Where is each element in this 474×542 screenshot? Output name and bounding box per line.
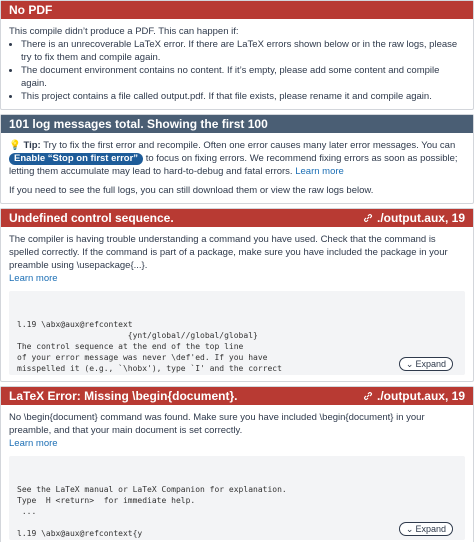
stop-on-first-error-button[interactable]: Enable “Stop on first error” [9, 153, 143, 165]
expand-button[interactable] [399, 522, 453, 536]
raw-logs-note: If you need to see the full logs, you can still download them or view the raw logs below. [9, 185, 374, 196]
log-text: See the LaTeX manual or LaTeX Companion for explanation. Type H <return> for immediate help. ... l.19 \abx@aux@refcontext{y [17, 485, 287, 538]
error-description: The compiler is having trouble understanding a command you have used. Check that the command is spelled correctly. If the command is part of a package, make sure you have included the package in your preamble using \usepackage{...}. [9, 234, 448, 271]
link-icon [363, 213, 373, 223]
log-summary-body [1, 133, 473, 203]
file-location-label: ./output.aux, 19 [376, 389, 465, 403]
list-item: • This project contains a file called output.pdf. If that file exists, please rename it and compile again. [21, 90, 465, 103]
error-body [1, 405, 473, 542]
tip-text-2: to focus on fixing errors. We recommend fixing errors as soon as possible; letting them accumulate may lead to hard-to-debug and fatal errors. [9, 153, 458, 177]
no-pdf-title: No PDF [9, 3, 53, 17]
link-icon [363, 391, 373, 401]
raw-log-excerpt [9, 291, 465, 375]
error-card [0, 208, 474, 382]
list-item: • The document environment contains no content. If it’s empty, please add some content and compile again. [21, 64, 465, 90]
no-pdf-reasons [9, 38, 465, 103]
no-pdf-body [1, 19, 473, 109]
no-pdf-card [0, 0, 474, 110]
raw-log-excerpt [9, 456, 465, 540]
tip-paragraph [9, 139, 465, 178]
learn-more-link[interactable]: Learn more [9, 438, 58, 449]
chevron-down-icon: ⌄ [405, 359, 414, 369]
file-location-link[interactable] [363, 209, 465, 227]
expand-label: Expand [415, 524, 446, 534]
log-text: l.19 \abx@aux@refcontext {ynt/global//global/global} The control sequence at the end of the top line of your error message was never \def'ed. If you have misspelled it (e.g., `\hobx'), type `I' and the correct [17, 320, 282, 373]
lightbulb-icon: 💡 [9, 140, 21, 151]
expand-label: Expand [415, 359, 446, 369]
error-header [1, 387, 473, 405]
learn-more-link[interactable]: Learn more [295, 166, 344, 177]
expand-button[interactable] [399, 357, 453, 371]
error-header [1, 209, 473, 227]
list-item: • There is an unrecoverable LaTeX error. If there are LaTeX errors shown below or in the raw logs, please try to fix them and compile again. [21, 38, 465, 64]
file-location-label: ./output.aux, 19 [376, 211, 465, 225]
tip-text: Try to fix the first error and recompile. Often one error causes many later error messages. You can [43, 140, 456, 151]
error-description: No \begin{document} command was found. Make sure you have included \begin{document} in your preamble, and that your main document is set correctly. [9, 412, 425, 436]
log-summary-card [0, 114, 474, 204]
tip-label: Tip: [23, 140, 41, 151]
chevron-down-icon: ⌄ [405, 524, 414, 534]
file-location-link[interactable] [363, 387, 465, 405]
no-pdf-intro: This compile didn’t produce a PDF. This can happen if: [9, 26, 239, 37]
error-title: Undefined control sequence. [9, 211, 174, 225]
error-body [1, 227, 473, 381]
log-summary-header [1, 115, 473, 133]
log-summary-title: 101 log messages total. Showing the first 100 [9, 117, 268, 131]
error-title: LaTeX Error: Missing \begin{document}. [9, 389, 238, 403]
no-pdf-header [1, 1, 473, 19]
error-card [0, 386, 474, 542]
learn-more-link[interactable]: Learn more [9, 273, 58, 284]
